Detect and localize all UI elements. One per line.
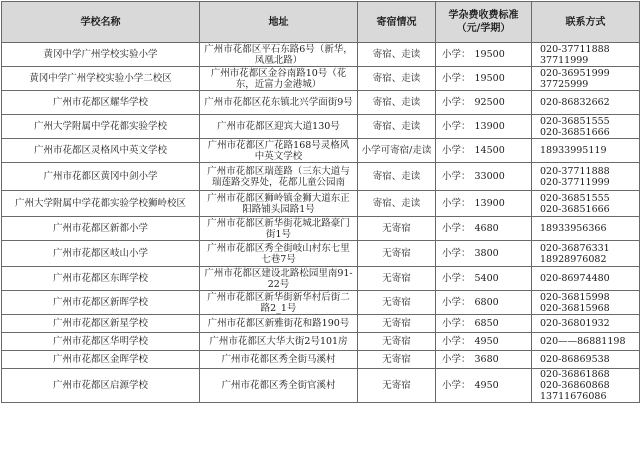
school-name-cell: 广州市花都区新晖学校 [2,291,200,315]
contact-phone: 37711999 [540,54,589,66]
contact-cell [532,191,640,217]
address-cell: 广州市花都区秀全街岐山村东七里七巷7号 [200,241,358,267]
fee-cell [436,369,532,403]
fee-level-label: 小学： [442,49,471,60]
table-row [2,91,640,115]
fee-cell [436,267,532,291]
contact-phone: 020-86832662 [540,97,610,108]
contact-cell [532,291,640,315]
contact-phone: 13711676086 [540,391,607,402]
boarding-cell: 寄宿、走读 [358,43,436,67]
contact-cell [532,139,640,163]
header-fee: 学杂费收费标准 （元/学期） [436,2,532,43]
boarding-cell: 寄宿、走读 [358,163,436,191]
fee-level-label: 小学： [442,145,471,156]
contact-cell [532,91,640,115]
school-name-cell: 广州市花都区耀华学校 [2,91,200,115]
header-boarding: 寄宿情况 [358,2,436,43]
fee-cell [436,217,532,241]
address-cell: 广州市花都区建设北路松园里南91-22号 [200,267,358,291]
boarding-cell: 无寄宿 [358,291,436,315]
fee-level-label: 小学： [442,198,471,209]
table-row [2,163,640,191]
fee-level-label: 小学： [442,336,471,347]
contact-phone: 020-86974480 [540,273,610,284]
fee-amount: 19500 [474,49,505,60]
fee-level-label: 小学： [442,354,471,365]
fee-cell [436,67,532,91]
contact-phone: 37725999 [540,78,589,90]
contact-cell [532,67,640,91]
contact-cell [532,369,640,403]
contact-phone: 020——86881198 [540,336,626,347]
fee-level-label: 小学： [442,318,471,329]
boarding-cell: 小学可寄宿/走读 [358,139,436,163]
table-row [2,369,640,403]
contact-phone: 020-36851666 [540,126,610,138]
fee-amount: 13900 [474,121,505,132]
fee-level-label: 小学： [442,223,471,234]
address-cell: 广州市花都区新华街花城北路豪门街1号 [200,217,358,241]
school-name-cell: 黄冈中学广州学校实验小学二校区 [2,67,200,91]
boarding-cell: 寄宿、走读 [358,191,436,217]
school-name-cell: 广州市花都区华明学校 [2,333,200,351]
fee-cell [436,291,532,315]
boarding-cell: 无寄宿 [358,315,436,333]
contact-phone: 020-36851555 [540,192,610,204]
contact-phone: 020-36951999 [540,67,610,79]
fee-amount: 4950 [474,380,499,391]
boarding-cell: 寄宿、走读 [358,91,436,115]
school-name-cell: 广州市花都区新星学校 [2,315,200,333]
contact-cell [532,351,640,369]
fee-amount: 3680 [474,354,499,365]
fee-level-label: 小学： [442,73,471,84]
school-name-cell: 广州市花都区东晖学校 [2,267,200,291]
boarding-cell: 无寄宿 [358,369,436,403]
fee-level-label: 小学： [442,121,471,132]
contact-phone: 020-36801932 [540,318,610,329]
fee-amount: 13900 [474,198,505,209]
address-cell: 广州市花都区狮岭镇金狮大道东正阳路铺头园路1号 [200,191,358,217]
address-cell: 广州市花都区瑞莲路（三东大道与瑞莲路交界处，花都儿童公园南 [200,163,358,191]
table-row [2,191,640,217]
table-row [2,241,640,267]
header-contact: 联系方式 [532,2,640,43]
school-name-cell: 黄冈中学广州学校实验小学 [2,43,200,67]
boarding-cell: 寄宿、走读 [358,115,436,139]
table-row [2,333,640,351]
address-cell: 广州市花都区花东镇北兴学面街9号 [200,91,358,115]
boarding-cell: 无寄宿 [358,241,436,267]
address-cell: 广州市花都区新华街新华村后街二路2_1号 [200,291,358,315]
fee-amount: 4680 [474,223,499,234]
table-row [2,351,640,369]
boarding-cell: 无寄宿 [358,217,436,241]
boarding-cell: 无寄宿 [358,267,436,291]
school-fee-table [1,1,640,403]
contact-cell [532,333,640,351]
address-cell: 广州市花都区广花路168号灵格风中英文学校 [200,139,358,163]
table-row [2,291,640,315]
address-cell: 广州市花都区大华大街2号101房 [200,333,358,351]
contact-phone: 18933956366 [540,223,607,234]
fee-level-label: 小学： [442,297,471,308]
contact-phone: 020-37711888 [540,165,610,177]
school-name-cell: 广州大学附属中学花都实验学校 [2,115,200,139]
fee-amount: 6800 [474,297,499,308]
school-name-cell: 广州大学附属中学花都实验学校狮岭校区 [2,191,200,217]
fee-cell [436,333,532,351]
contact-phone: 020-37711888 [540,43,610,55]
fee-cell [436,115,532,139]
fee-amount: 4950 [474,336,499,347]
boarding-cell: 寄宿、走读 [358,67,436,91]
fee-cell [436,315,532,333]
boarding-cell: 无寄宿 [358,333,436,351]
address-cell: 广州市花都区秀全街官溪村 [200,369,358,403]
header-address: 地址 [200,2,358,43]
address-cell: 广州市花都区金谷南路10号（花东，近富力金港城） [200,67,358,91]
fee-amount: 92500 [474,97,505,108]
contact-phone: 020-36851666 [540,203,610,215]
fee-cell [436,139,532,163]
contact-cell [532,43,640,67]
school-name-cell: 广州市花都区黄冈中剑小学 [2,163,200,191]
table-row [2,115,640,139]
fee-amount: 19500 [474,73,505,84]
fee-amount: 3800 [474,248,499,259]
table-row [2,139,640,163]
fee-cell [436,163,532,191]
school-name-cell: 广州市花都区启源学校 [2,369,200,403]
contact-phone: 18928976082 [540,253,607,265]
fee-level-label: 小学： [442,97,471,108]
fee-cell [436,241,532,267]
contact-phone: 020-36876331 [540,242,610,254]
address-cell: 广州市花都区新雅街花和路190号 [200,315,358,333]
contact-cell [532,115,640,139]
contact-cell [532,217,640,241]
fee-cell [436,351,532,369]
table-body [2,43,640,403]
fee-amount: 33000 [474,171,505,182]
fee-amount: 6850 [474,318,499,329]
contact-phone: 020-36815998 [540,291,610,303]
header-school: 学校名称 [2,2,200,43]
address-cell: 广州市花都区平石东路6号（新华，凤凰北路） [200,43,358,67]
school-name-cell: 广州市花都区金晖学校 [2,351,200,369]
school-name-cell: 广州市花都区灵格风中英文学校 [2,139,200,163]
contact-phone: 18933995119 [540,145,607,156]
table-row [2,67,640,91]
fee-cell [436,191,532,217]
table-row [2,315,640,333]
fee-level-label: 小学： [442,248,471,259]
contact-phone: 020-36860868 [540,380,610,391]
contact-cell [532,315,640,333]
boarding-cell: 无寄宿 [358,351,436,369]
contact-phone: 020-36861868 [540,369,610,380]
fee-level-label: 小学： [442,171,471,182]
table-row [2,43,640,67]
contact-phone: 020-36815968 [540,302,610,314]
address-cell: 广州市花都区秀全街马溪村 [200,351,358,369]
header-row [2,2,640,43]
fee-amount: 5400 [474,273,499,284]
table-row [2,217,640,241]
contact-phone: 020-37711999 [540,176,610,188]
contact-cell [532,241,640,267]
fee-level-label: 小学： [442,380,471,391]
contact-phone: 020-86869538 [540,354,610,365]
fee-cell [436,43,532,67]
contact-cell [532,267,640,291]
school-name-cell: 广州市花都区岐山小学 [2,241,200,267]
table-row [2,267,640,291]
school-name-cell: 广州市花都区新都小学 [2,217,200,241]
fee-amount: 14500 [474,145,505,156]
address-cell: 广州市花都区迎宾大道130号 [200,115,358,139]
fee-cell [436,91,532,115]
fee-level-label: 小学： [442,273,471,284]
contact-cell [532,163,640,191]
contact-phone: 020-36851555 [540,115,610,127]
